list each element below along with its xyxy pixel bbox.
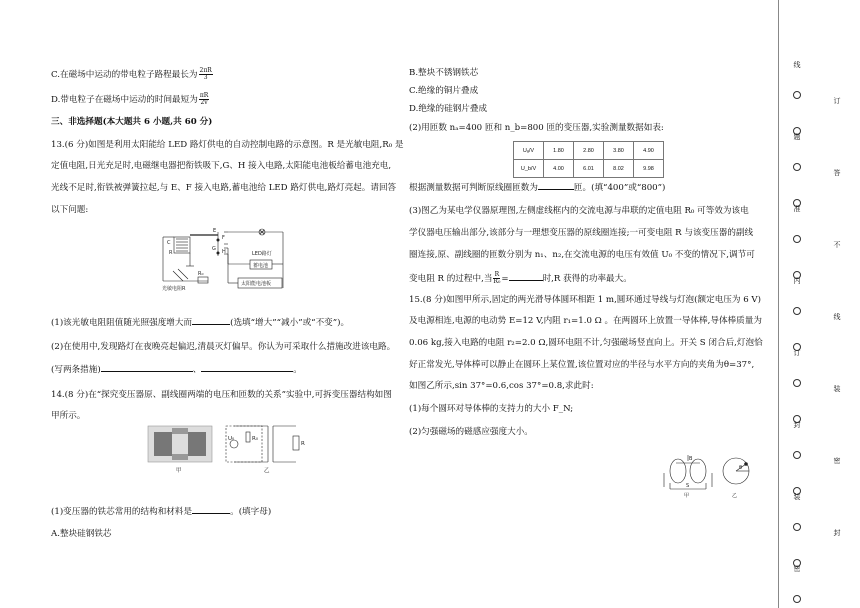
- svg-text:乙: 乙: [732, 493, 738, 499]
- binding-char: 封: [833, 529, 841, 537]
- svg-text:甲: 甲: [684, 493, 690, 499]
- svg-text:乙: 乙: [264, 468, 270, 474]
- q14-part3-text-4: 变电阻 R 的过程中,当 $\frac{R}{\text{R₀}}$ = 时,R 获得的功率最大。: [409, 271, 632, 285]
- binding-char: 封: [793, 421, 801, 429]
- q15-text-2: 及电源相连,电源的电动势 E=12 V,内阻 r₁=1.0 Ω 。在两圆环上放置一导体棒,导体棒质量为: [409, 316, 762, 326]
- q14-text-2: 甲所示。: [51, 411, 86, 421]
- svg-text:S: S: [686, 483, 690, 489]
- svg-text:蓄电池: 蓄电池: [253, 263, 269, 269]
- svg-text:LED路灯: LED路灯: [252, 251, 272, 257]
- svg-text:R₀: R₀: [252, 436, 259, 442]
- binding-hole: [793, 523, 801, 531]
- svg-text:R₀: R₀: [198, 271, 204, 277]
- q14-option-c: C.绝缘的铜片叠成: [409, 86, 479, 96]
- rings-figure-q15: [662, 453, 762, 499]
- fraction-R-R0: $\frac{R}{\text{R₀}}$: [493, 271, 501, 285]
- binding-hole: [793, 163, 801, 171]
- fraction-2piR-3: $\frac{2\pi R}{3}$: [199, 67, 212, 81]
- binding-char: 线: [833, 313, 841, 321]
- q14-part3-text-1: (3)图乙为某电学仪器原理图,左侧虚线框内的交流电源与串联的定值电阻 R₀ 可等效为该电: [409, 206, 749, 216]
- binding-char: 密: [793, 565, 801, 573]
- answer-blank[interactable]: [538, 189, 574, 190]
- binding-char: 准: [793, 205, 801, 213]
- q13-text-3: 光线不足时,衔铁被弹簧拉起,与 E、F 接入电路,蓄电池给 LED 路灯供电,路灯亮起。请回答: [51, 183, 397, 193]
- q15-question-1: (1)每个圆环对导体棒的支持力的大小 F_N;: [409, 404, 574, 414]
- table-cell: U_b/V: [514, 160, 544, 178]
- q14-option-a: A.整块硅钢铁芯: [51, 529, 112, 539]
- q13-answer-2: (2)在使用中,发现路灯在夜晚亮起偏迟,清晨灭灯偏早。你认为可采取什么措施改进该电路。: [51, 342, 396, 352]
- table-cell: 1.80: [544, 142, 574, 160]
- section-heading: 三、非选择题(本大题共 6 小题,共 60 分): [51, 117, 213, 127]
- q14-answer-1: (1)变压器的铁芯常用的结构和材料是 。(填字母): [51, 507, 272, 517]
- binding-char: 订: [833, 97, 841, 105]
- q13-text-1: 13.(6 分)如图是利用太阳能给 LED 路灯供电的自动控制电路的示意图。R 是光敏电阻,R₀ 是: [51, 140, 404, 150]
- table-cell: 3.80: [604, 142, 634, 160]
- binding-hole: [793, 451, 801, 459]
- table-cell: 2.80: [574, 142, 604, 160]
- table-cell: 8.02: [604, 160, 634, 178]
- table-cell: Uₐ/V: [514, 142, 544, 160]
- q14-option-d: D.绝缘的硅钢片叠成: [409, 104, 488, 114]
- svg-text:C: C: [167, 240, 171, 246]
- answer-blank[interactable]: [101, 371, 193, 372]
- svg-text:B: B: [689, 456, 693, 462]
- binding-hole: [793, 307, 801, 315]
- svg-text:R: R: [301, 441, 305, 447]
- svg-text:G: G: [212, 246, 216, 252]
- binding-char: 装: [833, 385, 841, 393]
- table-cell: 6.01: [574, 160, 604, 178]
- q13-answer-3: (写两条措施) 、 。: [51, 365, 302, 375]
- binding-char: 线: [793, 61, 801, 69]
- svg-text:光敏电阻R: 光敏电阻R: [162, 286, 186, 292]
- binding-hole: [793, 235, 801, 243]
- q13-text-2: 定值电阻,日光充足时,电磁继电器把衔铁吸下,G、H 接入电路,太阳能电池板给蓄电池充电,: [51, 161, 392, 171]
- q13-answer-1: (1)该光敏电阻阻值随光照强度增大而 (选填“增大”“减小”或“不变”)。: [51, 318, 350, 328]
- svg-text:甲: 甲: [176, 468, 182, 474]
- binding-hole: [793, 379, 801, 387]
- binding-line: [778, 0, 779, 608]
- q15-question-2: (2)匀强磁场的磁感应强度大小。: [409, 427, 533, 437]
- svg-text:θ: θ: [739, 465, 743, 471]
- q15-text-3: 0.06 kg,接入电路的电阻 r₂=2.0 Ω,圆环电阻不计,匀强磁场竖直向上。开关 S 闭合后,灯泡恰: [409, 338, 763, 348]
- binding-hole: [793, 91, 801, 99]
- binding-char: 装: [793, 493, 801, 501]
- table-cell: 9.98: [634, 160, 664, 178]
- binding-char: 内: [793, 277, 801, 285]
- svg-text:太阳能电池板: 太阳能电池板: [241, 281, 272, 287]
- circuit-figure-q13: [158, 226, 290, 296]
- q14-option-b: B.整块不锈钢铁芯: [409, 68, 479, 78]
- svg-text:R: R: [169, 250, 173, 256]
- table-cell: 4.00: [544, 160, 574, 178]
- q14-part2-text: (2)用匝数 nₐ=400 匝和 n_b=800 匝的变压器,实验测量数据如表:: [409, 123, 664, 133]
- table-row: [514, 142, 664, 160]
- table-row: [514, 160, 664, 178]
- svg-text:E: E: [213, 228, 217, 234]
- q14-part3-text-3: 圈连接,原、副线圈的匝数分别为 n₁、n₂,在交流电源的电压有效值 U₀ 不变的情况下,调节可: [409, 250, 755, 260]
- table-cell: 4.90: [634, 142, 664, 160]
- answer-blank[interactable]: [192, 513, 230, 514]
- svg-text:U₀: U₀: [228, 436, 235, 442]
- q14-part2-answer: 根据测量数据可判断原线圈匝数为 匝。(填“400”或“800”): [409, 183, 666, 193]
- answer-blank[interactable]: [192, 324, 230, 325]
- voltage-data-table: [513, 141, 664, 178]
- svg-text:F: F: [222, 235, 225, 241]
- svg-text:H: H: [222, 249, 226, 255]
- binding-char: 订: [793, 349, 801, 357]
- q15-text-4: 好正常发光,导体棒可以静止在圆环上某位置,该位置对应的半径与水平方向的夹角为θ=37°,: [409, 360, 755, 370]
- q15-text-5: 如图乙所示,sin 37°=0.6,cos 37°=0.8,求此时:: [409, 381, 594, 391]
- option-c: C.在磁场中运动的带电粒子路程最长为 $\frac{2\pi R}{3}$: [51, 67, 212, 81]
- option-d: D.带电粒子在磁场中运动的时间最短为 $\frac{\pi R}{2v}$: [51, 92, 209, 106]
- q15-text-1: 15.(8 分)如图甲所示,固定的两光滑导体圆环相距 1 m,圆环通过导线与灯泡(额定电压为 6 V): [409, 295, 761, 305]
- binding-char: 题: [793, 133, 801, 141]
- fraction-piR-2v: $\frac{\pi R}{2v}$: [199, 92, 209, 106]
- transformer-figure-q14: [146, 420, 306, 476]
- binding-hole: [793, 595, 801, 603]
- q14-text-1: 14.(8 分)在“探究变压器原、副线圈两端的电压和匝数的关系”实验中,可拆变压器结构如图: [51, 390, 392, 400]
- binding-char: 不: [833, 241, 841, 249]
- answer-blank[interactable]: [201, 371, 293, 372]
- q13-text-4: 以下问题:: [51, 205, 89, 215]
- binding-char: 密: [833, 457, 841, 465]
- answer-blank[interactable]: [509, 280, 543, 281]
- q14-part3-text-2: 学仪器电压输出部分,该部分与一理想变压器的原线圈连接;一可变电阻 R 与该变压器的副线: [409, 228, 754, 238]
- binding-char: 答: [833, 169, 841, 177]
